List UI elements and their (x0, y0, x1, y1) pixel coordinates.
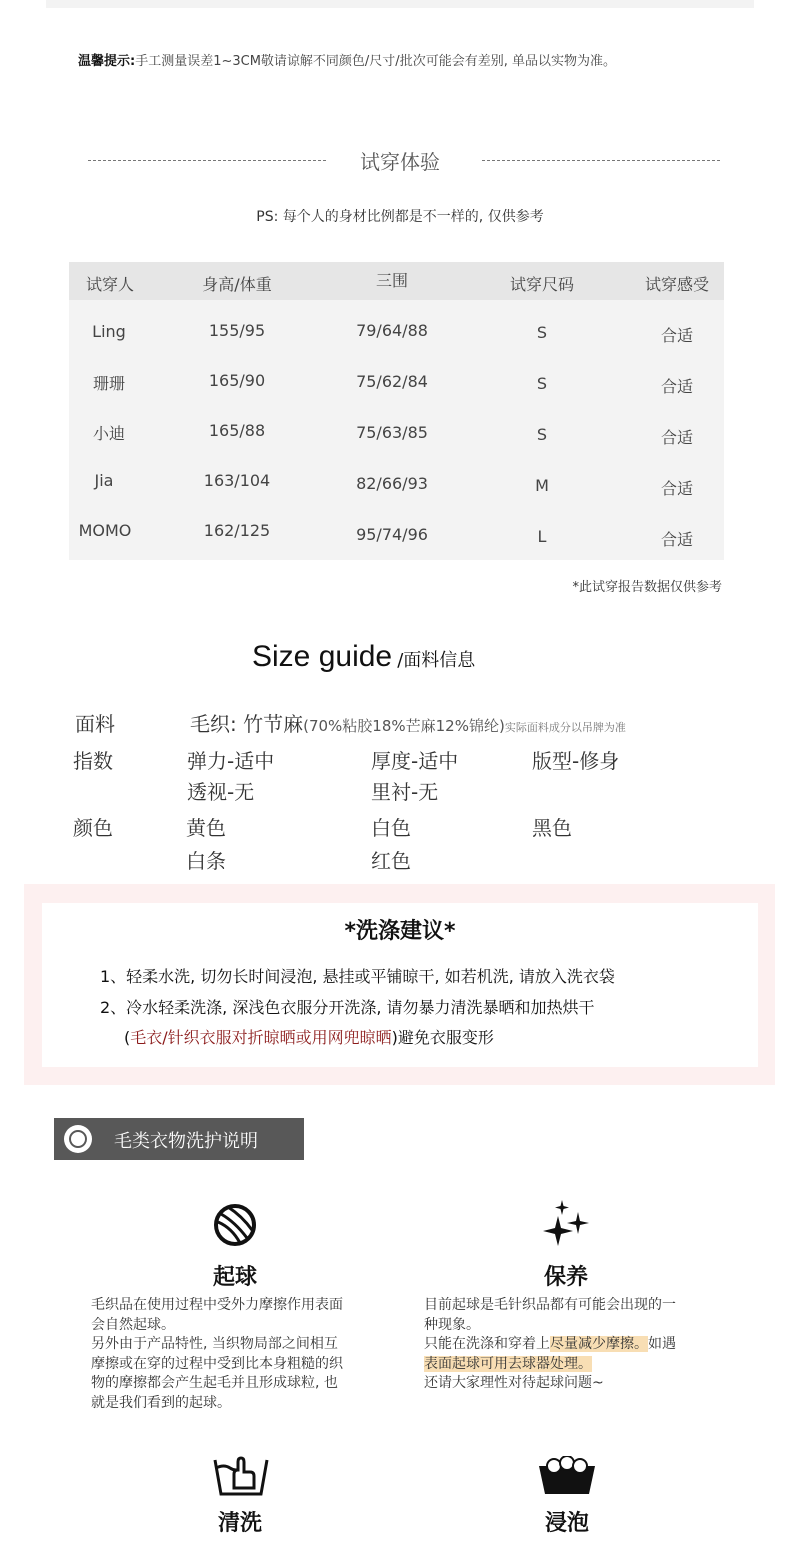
table-cell: 155/95 (208, 321, 266, 340)
table-cell: 合适 (660, 326, 693, 345)
table-cell: 珊珊 (92, 374, 125, 393)
table-cell: S (536, 323, 548, 342)
washing-line-3-close: )避免衣服变形 (391, 1028, 494, 1047)
table-cell: L (537, 527, 547, 546)
fabric-info (190, 708, 626, 737)
table-cell: 合适 (660, 479, 693, 498)
trial-ps-note: PS: 每个人的身材比例都是不一样的, 仅供参考 (256, 209, 544, 225)
maintenance-line (424, 1355, 734, 1375)
washing-advice-title: *洗涤建议* (344, 919, 456, 944)
trial-title: 试穿体验 (360, 150, 440, 174)
maintenance-line-part: 如遇 (648, 1336, 676, 1352)
pilling-line: 毛织品在使用过程中受外力摩擦作用表面 (91, 1297, 343, 1313)
size-guide-heading: Size guide (252, 640, 393, 673)
yarn-ball-icon (212, 1202, 258, 1248)
index-item: 厚度-适中 (371, 749, 459, 773)
size-guide-title (252, 640, 475, 674)
maintenance-line-part: 只能在洗涤和穿着上 (424, 1336, 550, 1352)
notice (78, 50, 616, 69)
maintenance-line: 还请大家理性对待起球问题~ (424, 1375, 604, 1391)
table-header-cell: 试穿感受 (644, 275, 709, 294)
table-cell: 小迪 (92, 424, 125, 443)
washing-line-1: 1、轻柔水洗, 切勿长时间浸泡, 悬挂或平铺晾干, 如若机洗, 请放入洗衣袋 (100, 967, 615, 986)
table-cell: 82/66/93 (356, 474, 428, 493)
index-item: 里衬-无 (371, 780, 439, 804)
index-item: 弹力-适中 (187, 749, 275, 773)
trial-footnote: *此试穿报告数据仅供参考 (572, 580, 722, 595)
color-item: 黑色 (532, 816, 572, 840)
washing-line-2: 2、冷水轻柔洗涤, 深浅色衣服分开洗涤, 请勿暴力清洗暴晒和加热烘干 (100, 998, 595, 1017)
table-cell: 162/125 (203, 521, 271, 540)
color-item: 黄色 (186, 816, 226, 840)
table-cell: 79/64/88 (356, 321, 428, 340)
pilling-line: 另外由于产品特性, 当织物局部之间相互 (91, 1336, 338, 1352)
care-banner (54, 1118, 304, 1160)
table-cell: M (535, 476, 549, 495)
right-dashed-line (482, 160, 720, 161)
wash-title: 清洗 (217, 1511, 262, 1536)
table-cell: 合适 (660, 377, 693, 396)
table-header-cell: 试穿人 (85, 275, 134, 294)
table-cell: S (536, 425, 548, 444)
index-label: 指数 (73, 749, 113, 773)
table-cell: 165/88 (208, 421, 266, 440)
maintenance-highlight: 尽量减少摩擦。 (550, 1336, 648, 1352)
table-cell: 165/90 (208, 371, 266, 390)
maintenance-highlight: 表面起球可用去球器处理。 (424, 1355, 592, 1372)
table-cell: 合适 (660, 428, 693, 447)
table-cell: 75/63/85 (356, 423, 428, 442)
fabric-composition: (70%粘胶18%芒麻12%锦纶) (303, 717, 505, 735)
pilling-text (91, 1296, 391, 1413)
color-item: 白色 (371, 816, 411, 840)
notice-text: 手工测量误差1~3CM敬请谅解不同颜色/尺寸/批次可能会有差别, 单品以实物为准。 (135, 54, 616, 69)
index-item: 透视-无 (187, 780, 255, 804)
pilling-title: 起球 (212, 1265, 257, 1290)
notice-label: 温馨提示: (78, 54, 136, 69)
pilling-line: 就是我们看到的起球。 (91, 1394, 231, 1411)
fabric-main: 毛织: 竹节麻 (190, 712, 304, 736)
sparkles-icon (540, 1198, 594, 1252)
table-cell: 75/62/84 (356, 372, 428, 391)
color-item: 红色 (371, 849, 411, 873)
soak-title: 浸泡 (544, 1511, 589, 1536)
pilling-line: 物的摩擦都会产生起毛并且形成球粒, 也 (91, 1375, 338, 1391)
care-banner-label: 毛类衣物洗护说明 (114, 1131, 258, 1152)
maintenance-line: 目前起球是毛针织品都有可能会出现的一 (424, 1297, 676, 1313)
soak-icon (536, 1456, 598, 1496)
table-cell: S (536, 374, 548, 393)
table-cell: Ling (92, 322, 126, 341)
maintenance-text (424, 1296, 734, 1394)
color-label: 颜色 (73, 816, 113, 840)
washing-line-3-open: ( (124, 1028, 131, 1047)
top-divider-strip (46, 0, 754, 8)
size-guide-subtitle: /面料信息 (397, 650, 476, 671)
maintenance-title: 保养 (543, 1265, 588, 1290)
pilling-line: 摩擦或在穿的过程中受到比本身粗糙的织 (91, 1355, 343, 1372)
table-cell: Jia (94, 471, 114, 490)
table-header-cell: 身高/体重 (202, 275, 272, 294)
index-item: 版型-修身 (532, 749, 620, 773)
table-header-cell: 三围 (375, 271, 408, 290)
table-cell: 合适 (660, 530, 693, 549)
color-item: 白条 (186, 849, 226, 873)
hand-wash-icon (212, 1452, 270, 1498)
washing-line-3 (124, 1025, 494, 1048)
fabric-note: 实际面料成分以吊牌为准 (504, 721, 626, 734)
maintenance-line (424, 1335, 734, 1355)
table-header-cell: 试穿尺码 (509, 275, 574, 294)
care-logo-icon (64, 1125, 92, 1153)
table-cell: 95/74/96 (356, 525, 428, 544)
maintenance-line: 种现象。 (424, 1316, 480, 1333)
washing-line-3-highlight: 毛衣/针织衣服对折晾晒或用网兜晾晒 (130, 1028, 392, 1047)
table-cell: 163/104 (203, 471, 271, 490)
fabric-label: 面料 (75, 712, 115, 736)
trial-table (69, 262, 724, 560)
pilling-line: 会自然起球。 (91, 1316, 175, 1333)
trial-section-title (0, 146, 800, 176)
table-cell: MOMO (78, 521, 132, 540)
